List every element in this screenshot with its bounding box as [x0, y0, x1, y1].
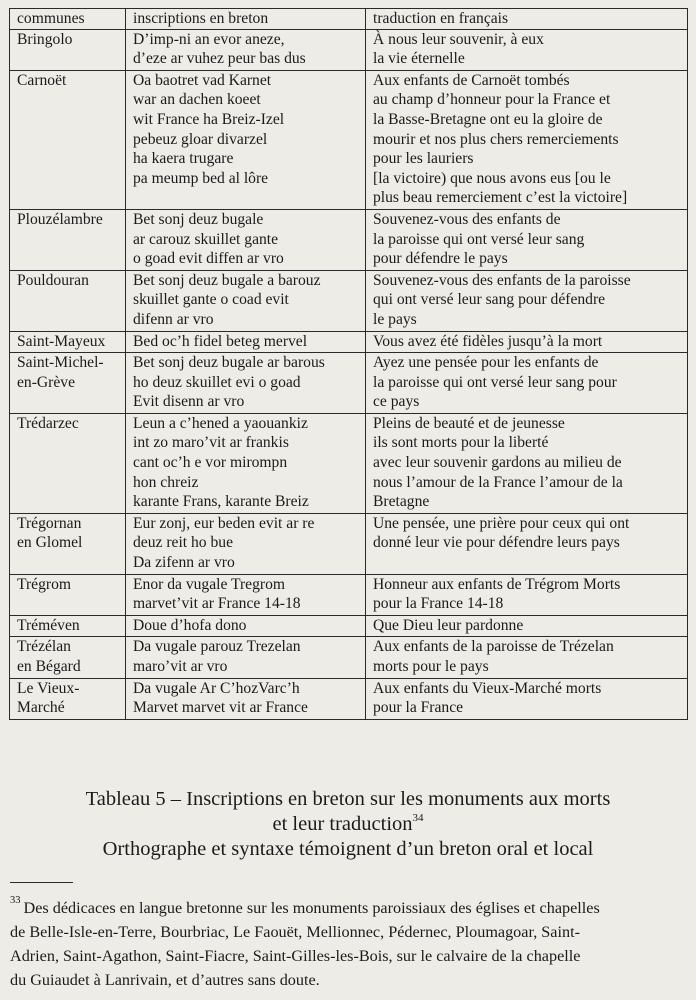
breton-inscription-line: Oa baotret vad Karnet [133, 71, 272, 89]
table-row [10, 678, 688, 719]
footnote-text: Des dédicaces en langue bretonne sur les monuments paroissiaux des églises et chapelles [23, 899, 600, 917]
breton-inscription-line: Marvet marvet vit ar France [133, 699, 308, 717]
breton-inscription-line: pebeuz gloar divarzel [133, 130, 268, 148]
table-row [10, 331, 688, 353]
breton-inscription-line: marvet’vit ar France 14-18 [133, 595, 301, 613]
french-translation-line: plus beau remerciement c’est la victoire] [373, 189, 628, 207]
french-translation-line: nous l’amour de la France l’amour de la [373, 473, 623, 491]
commune-line: Trégrom [17, 575, 72, 593]
footnote-divider [10, 882, 73, 883]
caption-line-2-text: et leur traduction [272, 813, 413, 835]
table-row [10, 209, 688, 270]
breton-inscription-line: Leun a c’hened a yaouankiz [133, 414, 308, 432]
breton-inscription-cell [126, 331, 366, 353]
french-translation-cell [366, 209, 688, 270]
commune-cell [10, 209, 126, 270]
breton-inscription-cell [126, 70, 366, 209]
french-translation-line: Ayez une pensée pour les enfants de [373, 354, 599, 372]
commune-cell [10, 678, 126, 719]
table-caption [0, 787, 696, 862]
commune-line: Bringolo [17, 30, 73, 48]
breton-inscription-line: int zo maro’vit ar frankis [133, 434, 289, 452]
french-translation-cell [366, 70, 688, 209]
commune-line: Trézélan [17, 638, 71, 656]
table-row [10, 353, 688, 414]
french-translation-line: au champ d’honneur pour la France et [373, 91, 611, 109]
french-translation-line: Souvenez-vous des enfants de [373, 210, 561, 228]
french-translation-line: la paroisse qui ont versé leur sang pour [373, 373, 617, 391]
breton-inscription-line: Da vugale parouz Trezelan [133, 638, 301, 656]
breton-inscription-line: Bet sonj deuz bugale a barouz [133, 271, 321, 289]
table-row [10, 637, 688, 678]
breton-inscription-line: ha kaera trugare [133, 150, 234, 168]
french-translation-line: ils sont morts pour la liberté [373, 434, 549, 452]
french-translation-line: Aux enfants du Vieux-Marché morts [373, 679, 602, 697]
french-translation-line: Pleins de beauté et de jeunesse [373, 414, 565, 432]
breton-inscription-line: skuillet gante o coad evit [133, 291, 289, 309]
commune-line: Pouldouran [17, 271, 89, 289]
french-translation-cell [366, 637, 688, 678]
table-row [10, 513, 688, 574]
header-french: traduction en français [366, 9, 688, 30]
commune-cell [10, 574, 126, 615]
french-translation-line: la Basse-Bretagne ont eu la gloire de [373, 110, 603, 128]
breton-inscription-cell [126, 513, 366, 574]
commune-line: Saint-Mayeux [17, 332, 106, 350]
french-translation-line: Bretagne [373, 493, 430, 511]
table-row [10, 615, 688, 637]
french-translation-cell [366, 678, 688, 719]
french-translation-line: pour la France [373, 699, 464, 717]
french-translation-line: morts pour le pays [373, 658, 489, 675]
footnote-number: 33 [10, 895, 21, 906]
breton-inscription-line: Doue d’hofa dono [133, 616, 247, 634]
breton-inscription-line: Bed oc’h fidel beteg mervel [133, 332, 308, 350]
breton-inscription-line: d’eze ar vuhez peur bas dus [133, 50, 306, 68]
table-row [10, 70, 688, 209]
french-translation-line: la vie éternelle [373, 50, 465, 68]
french-translation-line: Une pensée, une prière pour ceux qui ont [373, 514, 630, 532]
caption-line-3: Orthographe et syntaxe témoignent d’un breton oral et local [102, 838, 594, 860]
footnote-line: de Belle-Isle-en-Terre, Bourbriac, Le Faouët, Mellionnec, Pédernec, Ploumagoar, Saint- [10, 923, 580, 941]
breton-inscription-line: war an dachen koeet [133, 91, 261, 109]
french-translation-line: donné leur vie pour défendre leurs pays [373, 534, 620, 552]
french-translation-cell [366, 331, 688, 353]
inscriptions-table [9, 8, 688, 720]
french-translation-line: qui ont versé leur sang pour défendre [373, 291, 606, 309]
french-translation-cell [366, 513, 688, 574]
breton-inscription-cell [126, 29, 366, 70]
commune-line: Plouzélambre [17, 210, 103, 228]
footnote-line: Adrien, Saint-Agathon, Saint-Fiacre, Saint-Gilles-les-Bois, sur le calvaire de la chapelle [10, 947, 581, 965]
commune-cell [10, 353, 126, 414]
breton-inscription-line: Eur zonj, eur beden evit ar re [133, 514, 315, 532]
french-translation-line: avec leur souvenir gardons au milieu de [373, 454, 622, 472]
header-communes: communes [10, 9, 126, 30]
breton-inscription-line: ar carouz skuillet gante [133, 230, 279, 248]
breton-inscription-cell [126, 209, 366, 270]
commune-line: Trégornan [17, 514, 82, 532]
breton-inscription-line: hon chreiz [133, 473, 199, 491]
french-translation-cell [366, 29, 688, 70]
breton-inscription-cell [126, 270, 366, 331]
breton-inscription-line: pa meump bed al lôre [133, 169, 269, 187]
commune-line: Marché [17, 699, 65, 717]
french-translation-cell [366, 270, 688, 331]
commune-cell [10, 413, 126, 513]
french-translation-line: mourir et nos plus chers remerciements [373, 130, 619, 148]
commune-cell [10, 331, 126, 353]
breton-inscription-line: Bet sonj deuz bugale ar barous [133, 354, 325, 372]
breton-inscription-cell [126, 637, 366, 678]
breton-inscription-line: Evit disenn ar vro [133, 393, 245, 411]
breton-inscription-line: Da vugale Ar C’hozVarc’h [133, 679, 300, 697]
table-row [10, 413, 688, 513]
table-row [10, 29, 688, 70]
french-translation-line: Que Dieu leur pardonne [373, 616, 524, 634]
french-translation-line: Aux enfants de la paroisse de Trézelan [373, 638, 614, 656]
french-translation-cell [366, 574, 688, 615]
caption-footnote-ref: 34 [412, 812, 424, 824]
table-body [10, 29, 688, 719]
breton-inscription-cell [126, 574, 366, 615]
breton-inscription-line: o goad evit diffen ar vro [133, 250, 284, 268]
breton-inscription-line: D’imp-ni an evor aneze, [133, 30, 285, 48]
table-row [10, 574, 688, 615]
breton-inscription-line: Enor da vugale Tregrom [133, 575, 286, 593]
commune-line: Trédarzec [17, 414, 79, 432]
commune-line: Saint-Michel- [17, 354, 104, 372]
commune-line: Carnoët [17, 71, 67, 89]
table-row [10, 270, 688, 331]
french-translation-line: À nous leur souvenir, à eux [373, 30, 544, 48]
french-translation-line: ce pays [373, 393, 420, 411]
french-translation-line: la paroisse qui ont versé leur sang [373, 230, 585, 248]
french-translation-line: le pays [373, 310, 417, 328]
breton-inscription-line: karante Frans, karante Breiz [133, 493, 309, 511]
commune-line: en Bégard [17, 658, 81, 675]
table-header-row [10, 9, 688, 30]
french-translation-cell [366, 615, 688, 637]
french-translation-line: pour défendre le pays [373, 250, 508, 268]
commune-line: en-Grève [17, 373, 76, 391]
breton-inscription-cell [126, 615, 366, 637]
breton-inscription-line: difenn ar vro [133, 310, 214, 328]
french-translation-cell [366, 353, 688, 414]
breton-inscription-line: maro’vit ar vro [133, 658, 228, 675]
breton-inscription-cell [126, 413, 366, 513]
commune-cell [10, 29, 126, 70]
commune-cell [10, 70, 126, 209]
footnote-line [10, 896, 692, 920]
breton-inscription-cell [126, 353, 366, 414]
commune-cell [10, 615, 126, 637]
french-translation-line: pour les lauriers [373, 150, 474, 168]
french-translation-cell [366, 413, 688, 513]
breton-inscription-line: Da zifenn ar vro [133, 554, 235, 572]
commune-line: Le Vieux- [17, 679, 80, 697]
breton-inscription-line: Bet sonj deuz bugale [133, 210, 264, 228]
french-translation-line: Honneur aux enfants de Trégrom Morts [373, 575, 621, 593]
commune-cell [10, 513, 126, 574]
french-translation-line: pour la France 14-18 [373, 595, 504, 613]
caption-line-2 [0, 812, 696, 837]
french-translation-line: Aux enfants de Carnoët tombés [373, 71, 570, 89]
caption-line-1: Tableau 5 – Inscriptions en breton sur les monuments aux morts [85, 788, 611, 810]
breton-inscription-line: ho deuz skuillet evi o goad [133, 373, 301, 391]
french-translation-line: Vous avez été fidèles jusqu’à la mort [373, 332, 603, 350]
breton-inscription-cell [126, 678, 366, 719]
breton-inscription-line: cant oc’h e vor mirompn [133, 454, 288, 472]
commune-cell [10, 270, 126, 331]
header-breton: inscriptions en breton [126, 9, 366, 30]
breton-inscription-line: deuz reit ho bue [133, 534, 234, 552]
footnote [10, 896, 692, 992]
commune-line: en Glomel [17, 534, 83, 552]
footnote-line: du Guiaudet à Lanrivain, et d’autres sans doute. [10, 971, 320, 989]
commune-line: Tréméven [17, 616, 80, 634]
breton-inscription-line: wit France ha Breiz-Izel [133, 110, 285, 128]
french-translation-line: [la victoire) que nous avons eus [ou le [373, 169, 611, 187]
commune-cell [10, 637, 126, 678]
french-translation-line: Souvenez-vous des enfants de la paroisse [373, 271, 631, 289]
